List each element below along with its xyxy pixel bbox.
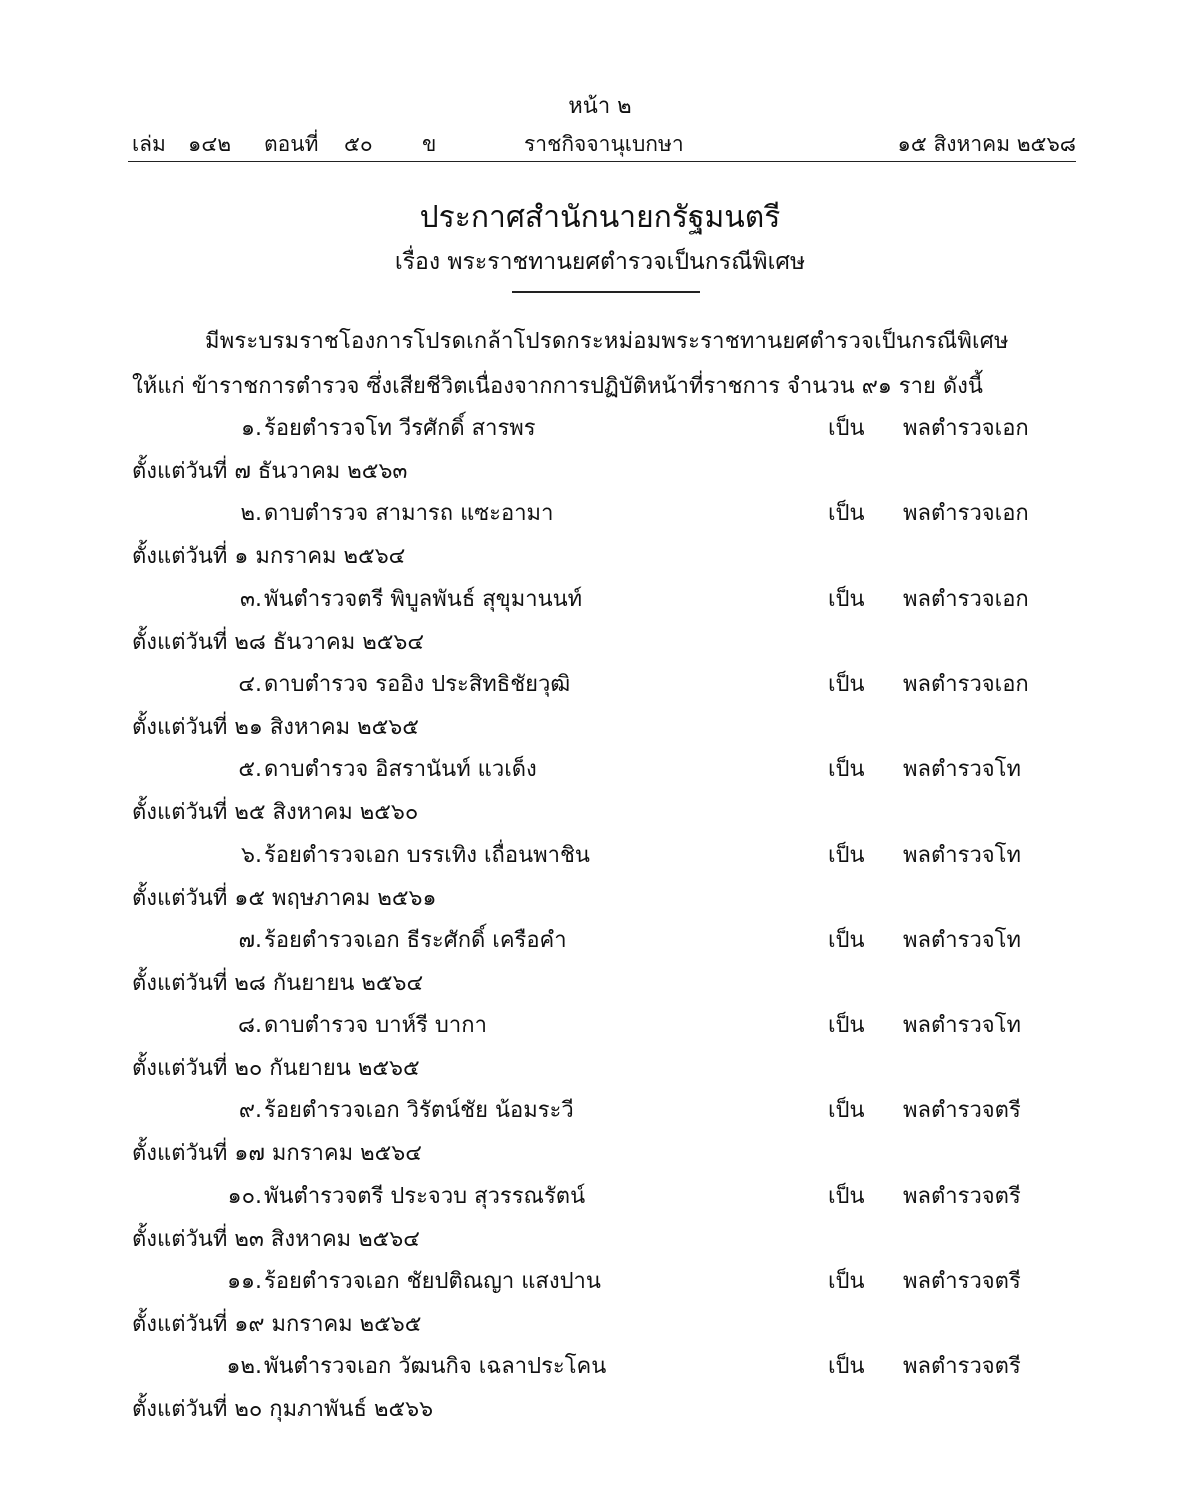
page-number: หน้า ๒	[568, 94, 632, 119]
intro-line-2: ให้แก่ ข้าราชการตำรวจ ซึ่งเสียชีวิตเนื่องจากการปฏิบัติหน้าที่ราชการ จำนวน ๙๑ ราย ดังนี้	[132, 374, 983, 399]
effective-date: ตั้งแต่วันที่ ๑๗ มกราคม ๒๕๖๔	[132, 1141, 422, 1167]
issue-number: ๕๐	[344, 132, 373, 156]
effective-date: ตั้งแต่วันที่ ๒๓ สิงหาคม ๒๕๖๔	[132, 1226, 420, 1252]
effective-date: ตั้งแต่วันที่ ๒๘ กันยายน ๒๕๖๔	[132, 970, 424, 996]
promoted-rank: พลตำรวจเอก	[903, 501, 1029, 527]
list-item	[0, 1348, 1200, 1434]
effective-date: ตั้งแต่วันที่ ๑๕ พฤษภาคม ๒๕๖๑	[132, 885, 437, 911]
entry-number: ๘.	[238, 1013, 262, 1039]
as-label: เป็น	[828, 1013, 865, 1039]
as-label: เป็น	[828, 1354, 865, 1380]
list-item	[0, 922, 1200, 1008]
entry-number: ๙.	[238, 1098, 262, 1124]
as-label: เป็น	[828, 416, 865, 441]
effective-date: ตั้งแต่วันที่ ๑ มกราคม ๒๕๖๔	[132, 544, 406, 570]
promoted-rank: พลตำรวจโท	[903, 757, 1022, 783]
entry-number: ๗.	[238, 927, 262, 953]
list-item	[0, 666, 1200, 752]
officer-name: ดาบตำรวจ สามารถ แซะอามา	[264, 501, 554, 527]
issue-label: ตอนที่	[264, 132, 319, 156]
entry-number: ๓.	[239, 586, 262, 612]
as-label: เป็น	[828, 501, 865, 527]
officer-name: พันตำรวจตรี ประจวบ สุวรรณรัตน์	[264, 1183, 586, 1209]
as-label: เป็น	[828, 927, 865, 953]
effective-date: ตั้งแต่วันที่ ๒๑ สิงหาคม ๒๕๖๕	[132, 714, 419, 740]
promoted-rank: พลตำรวจตรี	[903, 1354, 1021, 1380]
officer-name: ร้อยตำรวจเอก ธีระศักดิ์ เครือคำ	[264, 927, 567, 953]
list-item	[0, 1263, 1200, 1349]
list-item	[0, 1007, 1200, 1093]
gazette-header	[132, 128, 1076, 162]
gazette-name: ราชกิจจานุเบกษา	[524, 132, 684, 156]
entry-number: ๑.	[241, 416, 262, 441]
promoted-rank: พลตำรวจเอก	[903, 586, 1029, 612]
list-item	[0, 1178, 1200, 1264]
officer-name: พันตำรวจตรี พิบูลพันธ์ สุขุมานนท์	[264, 586, 583, 612]
as-label: เป็น	[828, 842, 865, 868]
as-label: เป็น	[828, 757, 865, 783]
list-item	[0, 495, 1200, 581]
header-divider	[128, 161, 1076, 162]
as-label: เป็น	[828, 586, 865, 612]
volume-number: ๑๔๒	[188, 132, 232, 156]
document-title: ประกาศสำนักนายกรัฐมนตรี	[419, 200, 781, 235]
list-item	[0, 410, 1200, 496]
as-label: เป็น	[828, 1098, 865, 1124]
volume-label: เล่ม	[132, 132, 166, 156]
document-subject: เรื่อง พระราชทานยศตำรวจเป็นกรณีพิเศษ	[394, 249, 806, 275]
promoted-rank: พลตำรวจตรี	[903, 1098, 1021, 1124]
effective-date: ตั้งแต่วันที่ ๒๘ ธันวาคม ๒๕๖๔	[132, 629, 425, 655]
effective-date: ตั้งแต่วันที่ ๒๕ สิงหาคม ๒๕๖๐	[132, 800, 419, 826]
entry-number: ๕.	[238, 757, 262, 783]
promoted-rank: พลตำรวจตรี	[903, 1269, 1021, 1294]
officer-name: ร้อยตำรวจเอก ชัยปติณญา แสงปาน	[264, 1269, 601, 1294]
promoted-rank: พลตำรวจโท	[903, 1013, 1022, 1039]
title-divider	[512, 291, 700, 293]
list-item	[0, 1092, 1200, 1178]
entry-number: ๑๑.	[227, 1269, 262, 1294]
entry-number: ๒.	[240, 501, 262, 527]
promoted-rank: พลตำรวจเอก	[903, 671, 1029, 697]
officer-name: ดาบตำรวจ อิสรานันท์ แวเด็ง	[264, 757, 537, 783]
officer-name: ร้อยตำรวจโท วีรศักดิ์ สารพร	[264, 416, 536, 441]
list-item	[0, 751, 1200, 837]
publication-date: ๑๕ สิงหาคม ๒๕๖๘	[897, 132, 1076, 156]
entry-number: ๑๒.	[226, 1354, 262, 1380]
promoted-rank: พลตำรวจเอก	[903, 416, 1029, 441]
list-item	[0, 581, 1200, 667]
section-letter: ข	[422, 132, 437, 156]
effective-date: ตั้งแต่วันที่ ๒๐ กุมภาพันธ์ ๒๕๖๖	[132, 1397, 434, 1423]
officer-name: ดาบตำรวจ บาห์รี บากา	[264, 1013, 487, 1039]
entry-number: ๑๐.	[227, 1183, 262, 1209]
effective-date: ตั้งแต่วันที่ ๗ ธันวาคม ๒๕๖๓	[132, 459, 408, 484]
as-label: เป็น	[828, 1183, 865, 1209]
promoted-rank: พลตำรวจตรี	[903, 1183, 1021, 1209]
entry-number: ๖.	[241, 842, 262, 868]
as-label: เป็น	[828, 1269, 865, 1294]
officer-name: ร้อยตำรวจเอก วิรัตน์ชัย น้อมระวี	[264, 1098, 574, 1124]
list-item	[0, 837, 1200, 923]
officer-name: ดาบตำรวจ รออิง ประสิทธิชัยวุฒิ	[264, 671, 571, 697]
officer-name: พันตำรวจเอก วัฒนกิจ เฉลาประโคน	[264, 1354, 607, 1380]
effective-date: ตั้งแต่วันที่ ๒๐ กันยายน ๒๕๖๕	[132, 1056, 420, 1082]
entry-number: ๔.	[238, 671, 262, 697]
officer-name: ร้อยตำรวจเอก บรรเทิง เถื่อนพาชิน	[264, 842, 590, 868]
as-label: เป็น	[828, 671, 865, 697]
promoted-rank: พลตำรวจโท	[903, 842, 1022, 868]
promoted-rank: พลตำรวจโท	[903, 927, 1022, 953]
intro-line-1: มีพระบรมราชโองการโปรดเกล้าโปรดกระหม่อมพระราชทานยศตำรวจเป็นกรณีพิเศษ	[205, 329, 1009, 354]
effective-date: ตั้งแต่วันที่ ๑๙ มกราคม ๒๕๖๕	[132, 1312, 422, 1337]
